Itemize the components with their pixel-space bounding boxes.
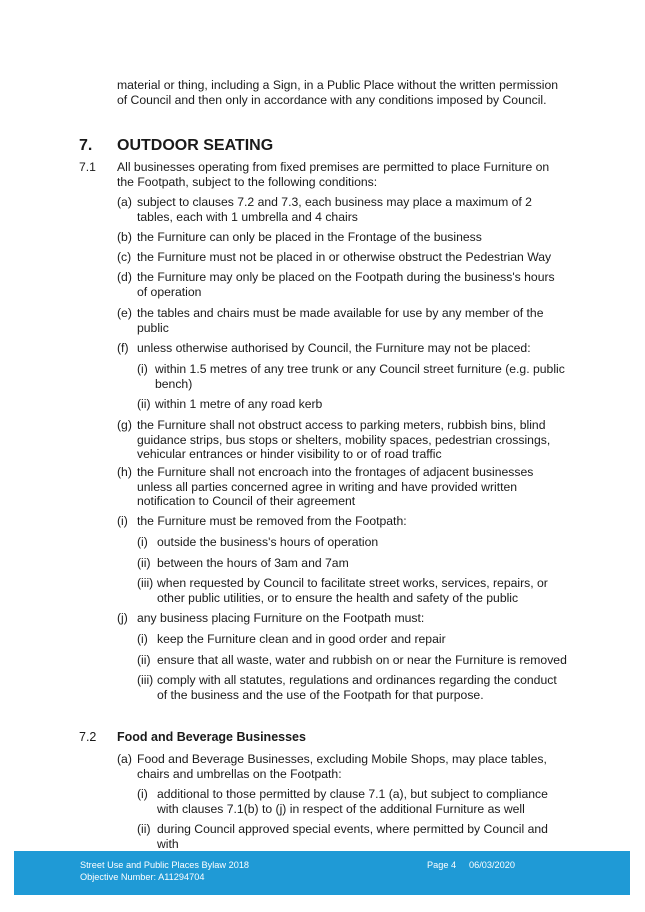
item-text: any business placing Furniture on the Footpath must: [137, 611, 425, 625]
item-label: (a) [117, 195, 132, 209]
item-label: (ii) [137, 822, 151, 836]
list-item [117, 270, 567, 300]
footer-bar [14, 851, 630, 895]
item-label: (c) [117, 250, 132, 264]
item-label: (iii) [137, 576, 154, 590]
item-text: the Furniture shall not obstruct access to parking meters, rubbish bins, blind guidance strips, bus stops or shelters, mobility spaces, pedestrian crossings, vehicular entrances or hinder visibility to or of road traffic [137, 418, 551, 462]
list-item [137, 822, 567, 851]
item-label: (a) [117, 752, 132, 766]
item-label: (i) [137, 535, 148, 549]
list-item [137, 535, 567, 550]
list-item [117, 250, 567, 265]
item-label: (i) [117, 514, 128, 528]
list-item [117, 418, 567, 463]
item-text: outside the business's hours of operation [157, 535, 379, 549]
item-text: the Furniture must not be placed in or otherwise obstruct the Pedestrian Way [137, 250, 552, 264]
item-label: (f) [117, 341, 129, 355]
item-label: (e) [117, 306, 132, 320]
footer-date: 06/03/2020 [469, 860, 515, 870]
item-text: when requested by Council to facilitate street works, services, repairs, or other public utilities, or to ensure the health and safety of the public [157, 576, 548, 605]
item-label: (ii) [137, 653, 151, 667]
list-item [117, 465, 567, 510]
list-item [137, 632, 567, 647]
item-text: within 1.5 metres of any tree trunk or any Council street furniture (e.g. public bench) [155, 362, 565, 391]
item-text: the Furniture shall not encroach into the frontages of adjacent businesses unless all parties concerned agree in writing and have provided written notification to Council of their agreement [137, 465, 534, 509]
item-label: (j) [117, 611, 128, 625]
clause-7-2-title: Food and Beverage Businesses [117, 730, 306, 744]
item-label: (ii) [137, 556, 151, 570]
footer-objective-number: Objective Number: A11294704 [80, 872, 205, 882]
item-text: keep the Furniture clean and in good order and repair [157, 632, 446, 646]
footer-page-number: Page 4 [427, 860, 457, 870]
item-label: (ii) [137, 397, 151, 411]
item-text: the Furniture may only be placed on the Footpath during the business's hours of operation [137, 270, 555, 299]
item-text: within 1 metre of any road kerb [155, 397, 323, 411]
item-text: Food and Beverage Businesses, excluding Mobile Shops, may place tables, chairs and umbrellas on the Footpath: [137, 752, 547, 781]
item-text: unless otherwise authorised by Council, the Furniture may not be placed: [137, 341, 531, 355]
clause-7-2-number: 7.2 [79, 730, 97, 744]
list-item [117, 514, 567, 529]
item-text: subject to clauses 7.2 and 7.3, each business may place a maximum of 2 tables, each with 1 umbrella and 4 chairs [137, 195, 532, 224]
list-item [137, 556, 567, 571]
list-item [117, 752, 567, 782]
list-item [137, 653, 567, 668]
list-item [117, 341, 567, 356]
list-item [137, 787, 567, 817]
item-text: comply with all statutes, regulations and ordinances regarding the conduct of the business and the use of the Footpath for that purpose. [157, 673, 557, 702]
clause-7-1-number: 7.1 [79, 160, 96, 174]
footer-doc-title: Street Use and Public Places Bylaw 2018 [80, 860, 250, 870]
list-item [117, 195, 567, 225]
list-item [137, 576, 567, 606]
item-text: between the hours of 3am and 7am [157, 556, 349, 570]
list-item [117, 230, 567, 245]
clause-7-1-text: All businesses operating from fixed premises are permitted to place Furniture on the Footpath, subject to the following conditions: [117, 160, 550, 189]
section-number: 7. [79, 137, 93, 154]
item-text: the Furniture can only be placed in the Frontage of the business [137, 230, 482, 244]
list-item [117, 306, 567, 336]
item-text: during Council approved special events, where permitted by Council and with [157, 822, 548, 851]
item-text: additional to those permitted by clause 7.1 (a), but subject to compliance with clauses 7.1(b) to (j) in respect of the additional Furniture as well [157, 787, 548, 816]
item-label: (g) [117, 418, 132, 432]
list-item [137, 362, 567, 392]
item-label: (i) [137, 787, 148, 801]
item-label: (i) [137, 362, 148, 376]
section-title: OUTDOOR SEATING [117, 137, 274, 154]
intro-paragraph: material or thing, including a Sign, in a Public Place without the written permission of Council and then only in accordance with any conditions imposed by Council. [117, 78, 559, 107]
item-text: the Furniture must be removed from the Footpath: [137, 514, 407, 528]
item-label: (b) [117, 230, 132, 244]
item-text: ensure that all waste, water and rubbish on or near the Furniture is removed [157, 653, 567, 667]
item-label: (d) [117, 270, 132, 284]
item-label: (i) [137, 632, 148, 646]
list-item [137, 673, 567, 703]
list-item [117, 611, 567, 626]
item-label: (iii) [137, 673, 154, 687]
item-label: (h) [117, 465, 132, 479]
list-item [137, 397, 567, 412]
item-text: the tables and chairs must be made available for use by any member of the public [137, 306, 544, 335]
